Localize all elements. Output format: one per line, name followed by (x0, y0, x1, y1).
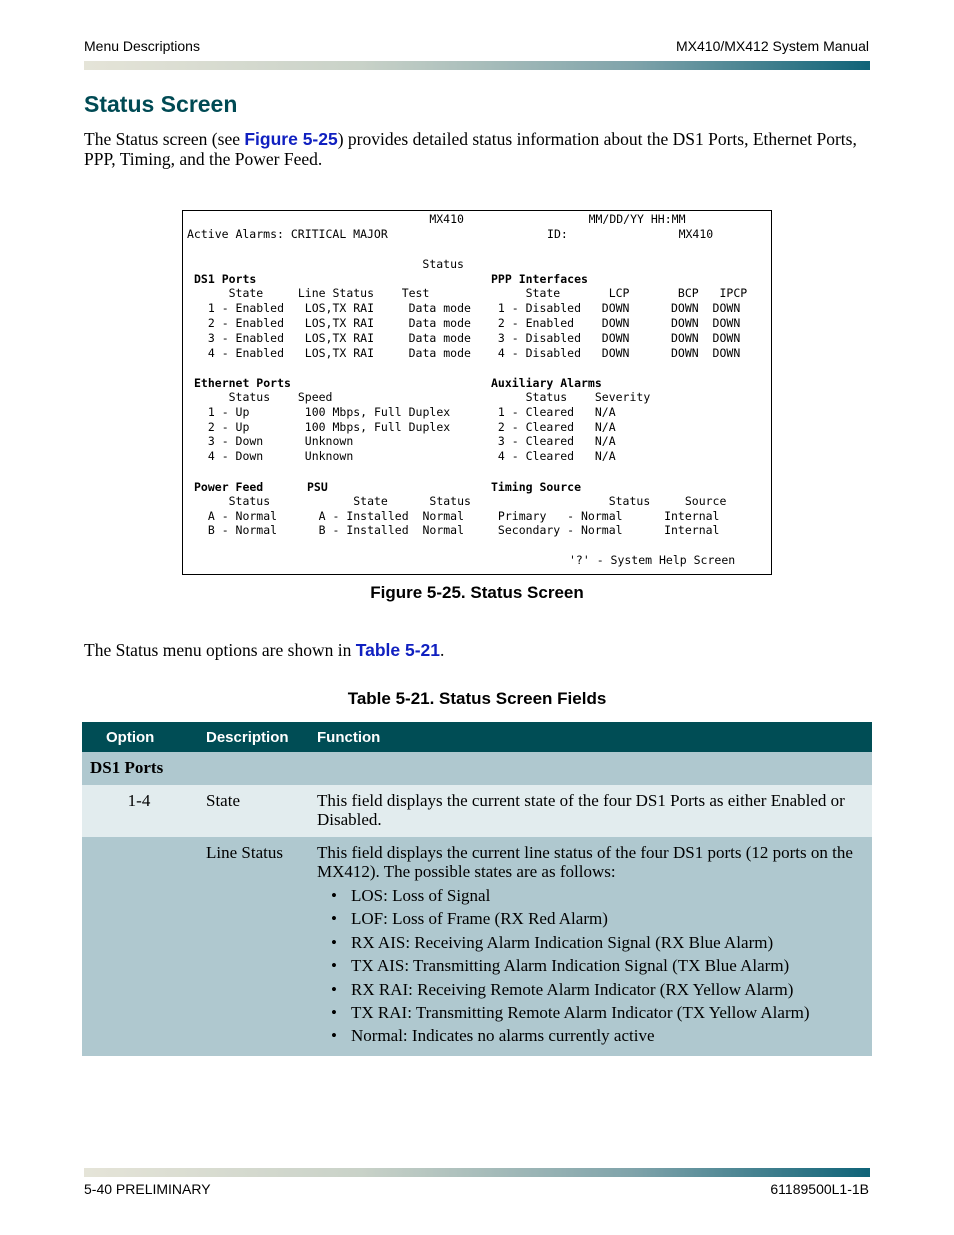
ethernet-row: 2 - Up 100 Mbps, Full Duplex (194, 420, 451, 434)
ds1-ports-heading: DS1 Ports (194, 272, 257, 286)
intro-text-after: ) provides detailed status information about the DS1 Ports, Ethernet Ports, PPP, Timing, and the Power Feed. (84, 129, 857, 169)
ethernet-row: 1 - Up 100 Mbps, Full Duplex (194, 405, 451, 419)
power-row: B - Normal B - Installed Normal (194, 523, 465, 537)
ethernet-row: 3 - Down Unknown (194, 434, 354, 448)
list-item: • RX AIS: Receiving Alarm Indication Signal (RX Blue Alarm) (331, 931, 862, 954)
ds1-row: 1 - Enabled LOS,TX RAI Data mode (194, 301, 471, 315)
power-row: A - Normal A - Installed Normal (194, 509, 465, 523)
aux-row: 4 - Cleared N/A (491, 449, 616, 463)
psu-heading: PSU (307, 480, 328, 494)
list-item: • TX RAI: Transmitting Remote Alarm Indicator (TX Yellow Alarm) (331, 1001, 862, 1024)
table-row (82, 837, 872, 1056)
power-row: Status State Status (194, 494, 471, 508)
table-section-row (82, 752, 872, 785)
power-feed-heading: Power Feed (194, 480, 264, 494)
table-caption: Table 5-21. Status Screen Fields (347, 689, 607, 708)
column-header: Function (307, 722, 872, 752)
list-item: • TX AIS: Transmitting Alarm Indication Signal (TX Blue Alarm) (331, 954, 862, 977)
ds1-row: State Line Status Test (194, 286, 430, 300)
table-header-row (82, 722, 872, 752)
function-cell (307, 837, 872, 1056)
menu-text-before: The Status menu options are shown in (84, 640, 356, 660)
terminal-alarm-line: Active Alarms: CRITICAL MAJOR ID: MX410 (187, 227, 714, 241)
ppp-row: 1 - Disabled DOWN DOWN DOWN (491, 301, 741, 315)
running-header-left: Menu Descriptions (84, 38, 200, 54)
ppp-interfaces-heading: PPP Interfaces (491, 272, 588, 286)
aux-row: 2 - Cleared N/A (491, 420, 616, 434)
menu-options-paragraph (84, 640, 884, 660)
ppp-row: 2 - Enabled DOWN DOWN DOWN (491, 316, 741, 330)
list-item: • Normal: Indicates no alarms currently active (331, 1024, 862, 1047)
section-label: DS1 Ports (82, 752, 872, 785)
aux-row: 3 - Cleared N/A (491, 434, 616, 448)
table-row (82, 785, 872, 837)
list-item: • LOS: Loss of Signal (331, 884, 862, 907)
ppp-row: State LCP BCP IPCP (491, 286, 748, 300)
intro-paragraph (84, 129, 884, 169)
timing-source-heading: Timing Source (491, 480, 582, 494)
help-hint: '?' - System Help Screen (569, 553, 736, 567)
function-text: This field displays the current line status of the four DS1 ports (12 ports on the MX412). The possible states are as follows: (317, 843, 853, 881)
column-header: Description (196, 722, 307, 752)
ds1-row: 2 - Enabled LOS,TX RAI Data mode (194, 316, 471, 330)
description-cell: State (196, 785, 307, 837)
ethernet-row: 4 - Down Unknown (194, 449, 354, 463)
table-link[interactable]: Table 5-21 (355, 640, 440, 660)
line-status-list (317, 884, 862, 1048)
terminal-screenshot (182, 210, 772, 575)
description-cell: Line Status (196, 837, 307, 1056)
aux-row: 1 - Cleared N/A (491, 405, 616, 419)
ds1-row: 4 - Enabled LOS,TX RAI Data mode (194, 346, 471, 360)
terminal-status-title: Status (187, 257, 464, 271)
timing-row: Primary - Normal Internal (491, 509, 720, 523)
ppp-row: 4 - Disabled DOWN DOWN DOWN (491, 346, 741, 360)
timing-row: Secondary - Normal Internal (491, 523, 720, 537)
status-fields-table (82, 722, 872, 1056)
option-cell (82, 837, 196, 1056)
function-cell: This field displays the current state of the four DS1 Ports as either Enabled or Disabled. (307, 785, 872, 837)
running-header-right: MX410/MX412 System Manual (676, 38, 869, 54)
intro-text-before: The Status screen (see (84, 129, 245, 149)
column-header: Option (82, 722, 196, 752)
figure-caption: Figure 5-25. Status Screen (370, 583, 584, 602)
list-item: • RX RAI: Receiving Remote Alarm Indicator (RX Yellow Alarm) (331, 978, 862, 1001)
aux-row: Status Severity (491, 390, 651, 404)
ethernet-ports-heading: Ethernet Ports (194, 376, 291, 390)
header-rule (84, 61, 870, 70)
ppp-row: 3 - Disabled DOWN DOWN DOWN (491, 331, 741, 345)
figure-link[interactable]: Figure 5-25 (244, 129, 338, 149)
option-cell: 1-4 (82, 785, 196, 837)
terminal-title-line: MX410 MM/DD/YY HH:MM (187, 212, 686, 226)
timing-row: Status Source (491, 494, 727, 508)
menu-text-after: . (440, 640, 445, 660)
footer-rule (84, 1168, 870, 1177)
footer-right: 61189500L1-1B (770, 1181, 869, 1197)
list-item: • LOF: Loss of Frame (RX Red Alarm) (331, 907, 862, 930)
ethernet-row: Status Speed (194, 390, 333, 404)
ds1-row: 3 - Enabled LOS,TX RAI Data mode (194, 331, 471, 345)
auxiliary-alarms-heading: Auxiliary Alarms (491, 376, 602, 390)
section-title: Status Screen (84, 91, 238, 117)
footer-left: 5-40 PRELIMINARY (84, 1181, 211, 1197)
